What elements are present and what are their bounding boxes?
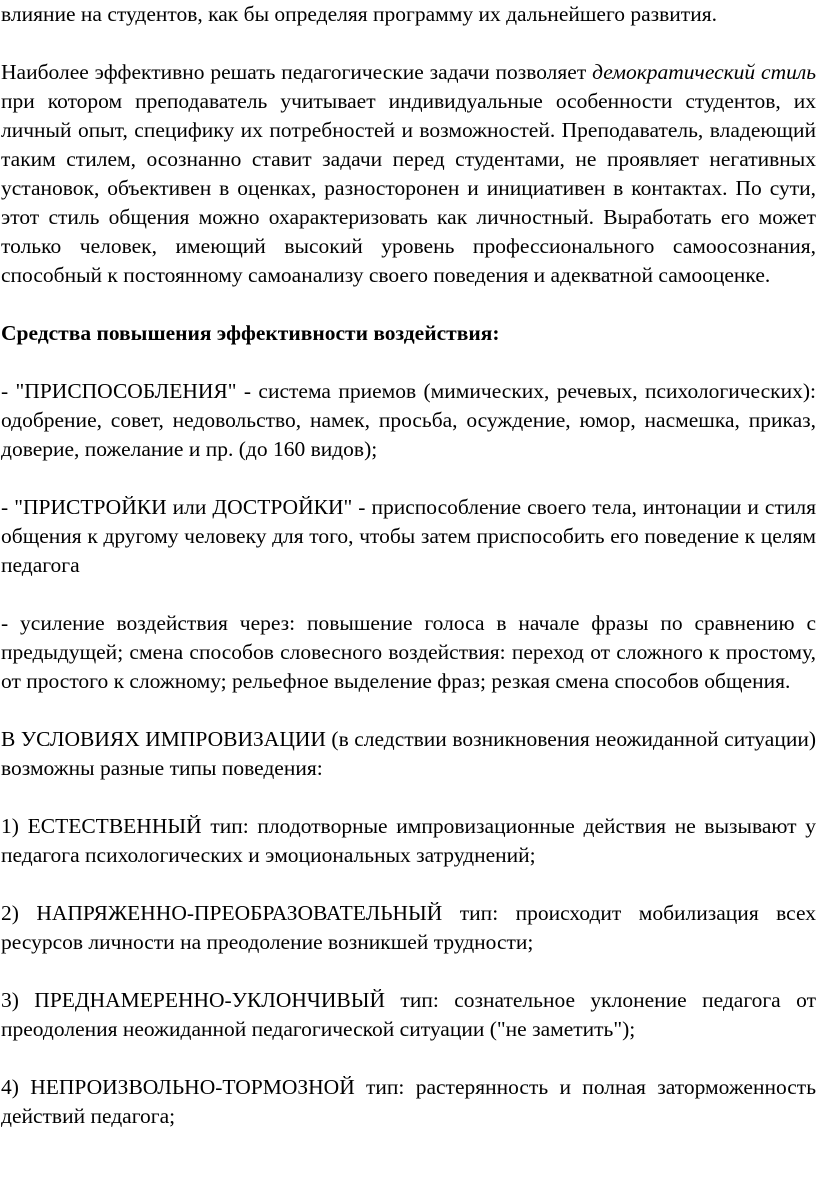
list-item-tense-transforming-type: 2) НАПРЯЖЕННО-ПРЕОБРАЗОВАТЕЛЬНЫЙ тип: происходит мобилизация всех ресурсов личности на преодоление возникшей трудности; [1,901,816,954]
democratic-style-term: демократический стиль [592,60,816,84]
paragraph-democratic-style [1,58,816,290]
paragraph-improvisation-conditions: В УСЛОВИЯХ ИМПРОВИЗАЦИИ (в следствии возникновения неожиданной ситуации) возможны разные типы поведения: [1,727,816,780]
section-heading: Средства повышения эффективности воздействия: [1,321,500,345]
paragraph-attunements: - "ПРИСТРОЙКИ или ДОСТРОЙКИ" - приспособление своего тела, интонации и стиля общения к другому человеку для того, чтобы затем приспособить его поведение к целям педагога [1,495,816,577]
paragraph-intro-continuation: влияние на студентов, как бы определяя программу их дальнейшего развития. [1,2,717,26]
paragraph-democratic-style-rest: при котором преподаватель учитывает индивидуальные особенности студентов, их личный опыт, специфику их потребностей и возможностей. Преподаватель, владеющий таким стилем, осознанно ставит задачи перед студентами, не проявляет негативных установок, объективен в оценках, разносторонен и инициативен в контактах. По сути, этот стиль общения можно охарактеризовать как личностный. Выработать его может только человек, имеющий высокий уровень профессионального самоосознания, способный к постоянному самоанализу своего поведения и адекватной самооценке. [1,89,816,287]
list-item-involuntary-inhibitory-type: 4) НЕПРОИЗВОЛЬНО-ТОРМОЗНОЙ тип: растерянность и полная заторможенность действий педагога; [1,1075,816,1128]
paragraph-intensification: - усиление воздействия через: повышение голоса в начале фразы по сравнению с предыдущей; смена способов словесного воздействия: переход от сложного к простому, от простого к сложному; рельефное выделение фраз; резкая смена способов общения. [1,611,816,693]
paragraph-democratic-style-start: Наиболее эффективно решать педагогические задачи позволяет [1,60,593,84]
list-item-natural-type: 1) ЕСТЕСТВЕННЫЙ тип: плодотворные импровизационные действия не вызывают у педагога психологических и эмоциональных затруднений; [1,814,816,867]
paragraph-adaptations: - "ПРИСПОСОБЛЕНИЯ" - система приемов (мимических, речевых, психологических): одобрение, совет, недовольство, намек, просьба, осуждение, юмор, насмешка, приказ, доверие, пожелание и пр. (до 160 видов); [1,379,816,461]
list-item-deliberately-evasive-type: 3) ПРЕДНАМЕРЕННО-УКЛОНЧИВЫЙ тип: сознательное уклонение педагога от преодоления неожиданной педагогической ситуации ("не заметить"); [1,988,816,1041]
